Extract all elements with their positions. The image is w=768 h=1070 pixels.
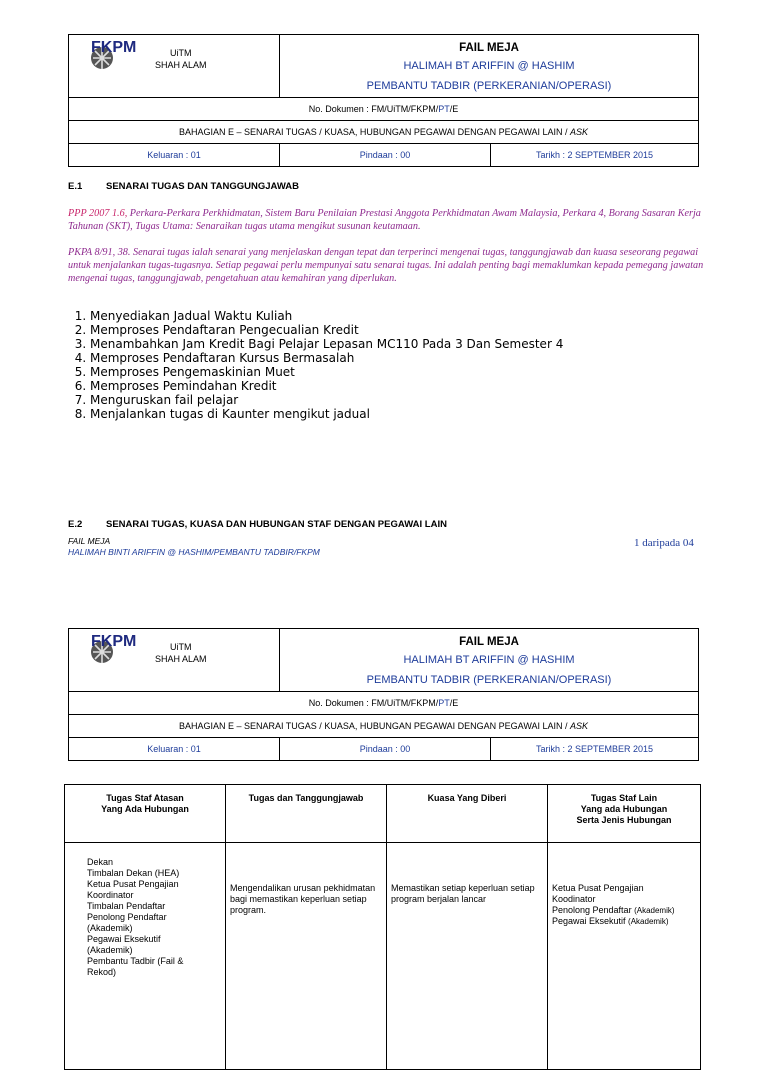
pindaan: Pindaan : 00 — [280, 144, 491, 167]
document-header-1 — [68, 34, 699, 167]
section-e2-heading: E.2 SENARAI TUGAS, KUASA DAN HUBUNGAN STAF DENGAN PEGAWAI LAIN — [68, 519, 447, 530]
page-number: 1 daripada 04 — [634, 537, 694, 549]
doc-title: FAIL MEJA — [459, 635, 519, 648]
doc-number: No. Dokumen : FM/UiTM/FKPM/PT/E — [69, 98, 699, 121]
university-label: UiTM SHAH ALAM — [155, 642, 207, 664]
table-header: Kuasa Yang Diberi — [387, 785, 548, 843]
pindaan: Pindaan : 00 — [280, 738, 491, 761]
page-footer: FAIL MEJA HALIMAH BINTI ARIFFIN @ HASHIM/PEMBANTU TADBIR/FKPM — [68, 536, 320, 557]
keluaran: Keluaran : 01 — [69, 738, 280, 761]
list-item: 3. Menambahkan Jam Kredit Bagi Pelajar Lepasan MC110 Pada 3 Dan Semester 4 — [90, 337, 563, 351]
staff-position: PEMBANTU TADBIR (PERKERANIAN/OPERASI) — [366, 79, 612, 92]
logo-text: FKPM — [91, 39, 137, 56]
section-line: BAHAGIAN E – SENARAI TUGAS / KUASA, HUBUNGAN PEGAWAI DENGAN PEGAWAI LAIN / ASK — [69, 715, 699, 738]
tarikh: Tarikh : 2 SEPTEMBER 2015 — [491, 144, 699, 167]
list-item: 5. Memproses Pengemaskinian Muet — [90, 365, 563, 379]
doc-title: FAIL MEJA — [459, 41, 519, 54]
section-e1-heading: E.1 SENARAI TUGAS DAN TANGGUNGJAWAB — [68, 181, 299, 192]
logo-text: FKPM — [91, 633, 137, 650]
doc-number: No. Dokumen : FM/UiTM/FKPM/PT/E — [69, 692, 699, 715]
logo-cell — [69, 629, 280, 692]
table-cell: Mengendalikan urusan pekhidmatan bagi memastikan keperluan setiap program. — [226, 843, 387, 1070]
table-header: Tugas dan Tanggungjawab — [226, 785, 387, 843]
table-cell: Dekan Timbalan Dekan (HEA) Ketua Pusat Pengajian Koordinator Timbalan Pendaftar Penolong Pendaftar (Akademik) Pegawai Eksekutif (Akademik) Pembantu Tadbir (Fail & Rekod) — [65, 843, 226, 1070]
staff-position: PEMBANTU TADBIR (PERKERANIAN/OPERASI) — [366, 673, 612, 686]
list-item: 8. Menjalankan tugas di Kaunter mengikut jadual — [90, 407, 563, 421]
task-list — [72, 309, 563, 421]
table-row — [65, 843, 701, 1070]
list-item: 7. Menguruskan fail pelajar — [90, 393, 563, 407]
staff-name: HALIMAH BT ARIFFIN @ HASHIM — [403, 653, 575, 666]
staff-name: HALIMAH BT ARIFFIN @ HASHIM — [403, 59, 575, 72]
list-item: 4. Memproses Pendaftaran Kursus Bermasalah — [90, 351, 563, 365]
relationship-table — [64, 784, 701, 1070]
section-line: BAHAGIAN E – SENARAI TUGAS / KUASA, HUBUNGAN PEGAWAI DENGAN PEGAWAI LAIN / ASK — [69, 121, 699, 144]
university-label: UiTM SHAH ALAM — [155, 48, 207, 70]
table-header: Tugas Staf Atasan Yang Ada Hubungan — [65, 785, 226, 843]
list-item: 2. Memproses Pendaftaran Pengecualian Kredit — [90, 323, 563, 337]
title-cell — [280, 629, 699, 692]
document-header-2 — [68, 628, 699, 761]
table-cell: Memastikan setiap keperluan setiap program berjalan lancar — [387, 843, 548, 1070]
table-header: Tugas Staf Lain Yang ada Hubungan Serta Jenis Hubungan — [548, 785, 701, 843]
logo-cell — [69, 35, 280, 98]
title-cell — [280, 35, 699, 98]
table-cell: Ketua Pusat Pengajian Koodinator Penolong Pendaftar (Akademik) Pegawai Eksekutif (Akademik) — [548, 843, 701, 1070]
paragraph-pkpa: PKPA 8/91, 38. Senarai tugas ialah senarai yang menjelaskan dengan tepat dan terperinci mengenai tugas, tanggungjawab dan kuasa seseorang pegawai untuk menjalankan tugas-tugasnya. Setiap pegawai perlu mempunyai satu senarai tugas. Ini adalah penting bagi memaklumkan kepada pemegang jawatan mengenai tugas, tanggungjawab, pengetahuan atau kemahiran yang diperlukan. — [68, 247, 704, 284]
list-item: 1. Menyediakan Jadual Waktu Kuliah — [90, 309, 563, 323]
tarikh: Tarikh : 2 SEPTEMBER 2015 — [491, 738, 699, 761]
paragraph-ppp: PPP 2007 1.6, Perkara-Perkara Perkhidmatan, Sistem Baru Penilaian Prestasi Anggota Perkhidmatan Awam Malaysia, Perkara 4, Borang Sasaran Kerja Tahunan (SKT), Tugas Utama: Senaraikan tugas utama mengikut susunan keutamaan. — [68, 208, 701, 232]
keluaran: Keluaran : 01 — [69, 144, 280, 167]
list-item: 6. Memproses Pemindahan Kredit — [90, 379, 563, 393]
